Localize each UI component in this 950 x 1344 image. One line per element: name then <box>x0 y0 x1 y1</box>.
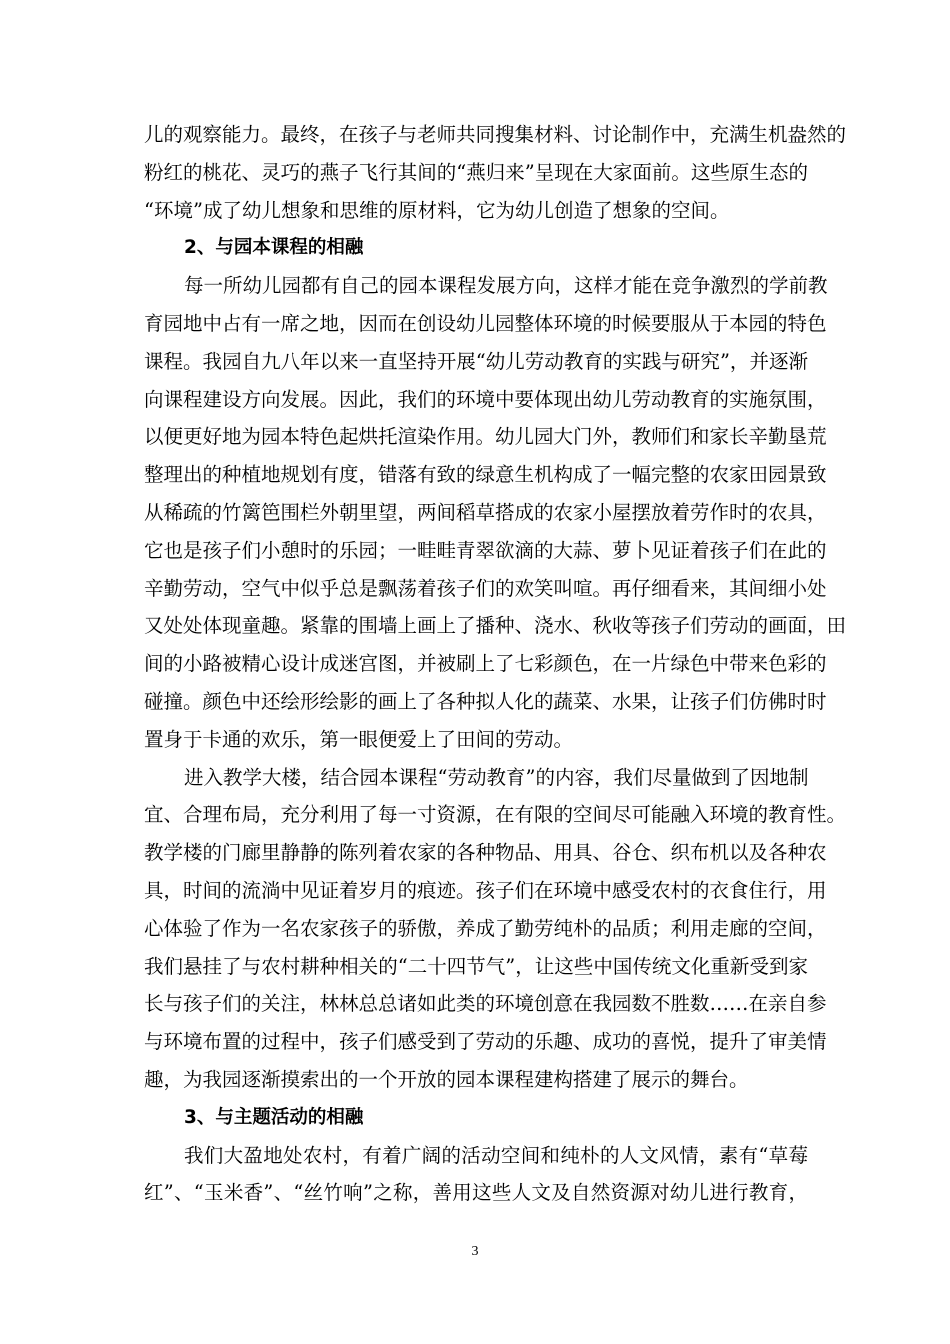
text-line: 碰撞。颜色中还绘形绘影的画上了各种拟人化的蔬菜、水果，让孩子们仿佛时时 <box>144 689 827 713</box>
text-line: 心体验了作为一名农家孩子的骄傲，养成了勤劳纯朴的品质；利用走廊的空间， <box>144 916 827 940</box>
text-line: 又处处体现童趣。紧靠的围墙上画上了播种、浇水、秋收等孩子们劳动的画面，田 <box>144 614 847 638</box>
paragraph-2 <box>144 267 847 758</box>
text-line: 进入教学大楼，结合园本课程“劳动教育”的内容，我们尽量做到了因地制 <box>184 765 809 789</box>
text-line: 从稀疏的竹篱笆围栏外朝里望，两间稻草搭成的农家小屋摆放着劳作时的农具， <box>144 500 827 524</box>
text-line: 它也是孩子们小憩时的乐园；一畦畦青翠欲滴的大蒜、萝卜见证着孩子们在此的 <box>144 538 827 562</box>
text-line: 粉红的桃花、灵巧的燕子飞行其间的“燕归来”呈现在大家面前。这些原生态的 <box>144 160 808 184</box>
text-line: 长与孩子们的关注，林林总总诸如此类的环境创意在我园数不胜数……在亲自参 <box>144 992 827 1016</box>
section-heading-2: 2、与园本课程的相融 <box>184 237 364 259</box>
text-line: “环境”成了幼儿想象和思维的原材料，它为幼儿创造了想象的空间。 <box>144 198 730 222</box>
section-heading-3: 3、与主题活动的相融 <box>184 1106 364 1128</box>
paragraph-4 <box>144 1137 808 1213</box>
text-line: 与环境布置的过程中，孩子们感受到了劳动的乐趣、成功的喜悦，提升了审美情 <box>144 1030 827 1054</box>
text-line: 每一所幼儿园都有自己的园本课程发展方向，这样才能在竞争激烈的学前教 <box>184 274 828 298</box>
text-line: 辛勤劳动，空气中似乎总是飘荡着孩子们的欢笑叫喧。再仔细看来，其间细小处 <box>144 576 827 600</box>
text-line: 红”、“玉米香”、“丝竹响”之称，善用这些人文及自然资源对幼儿进行教育， <box>144 1181 808 1205</box>
text-line: 具，时间的流淌中见证着岁月的痕迹。孩子们在环境中感受农村的衣食住行，用 <box>144 878 827 902</box>
text-line: 整理出的种植地规划有度，错落有致的绿意生机构成了一幅完整的农家田园景致 <box>144 463 827 487</box>
text-line: 宜、合理布局，充分利用了每一寸资源，在有限的空间尽可能融入环境的教育性。 <box>144 803 847 827</box>
text-line: 以便更好地为园本特色起烘托渲染作用。幼儿园大门外，教师们和家长辛勤垦荒 <box>144 425 827 449</box>
document-page <box>144 116 847 1212</box>
text-line: 趣，为我园逐渐摸索出的一个开放的园本课程建构搭建了展示的舞台。 <box>144 1067 749 1091</box>
text-line: 育园地中占有一席之地，因而在创设幼儿园整体环境的时候要服从于本园的特色 <box>144 311 827 335</box>
text-line: 间的小路被精心设计成迷宫图，并被刷上了七彩颜色，在一片绿色中带来色彩的 <box>144 652 827 676</box>
text-line: 向课程建设方向发展。因此，我们的环境中要体现出幼儿劳动教育的实施氛围， <box>144 387 827 411</box>
paragraph-1 <box>144 116 847 229</box>
text-line: 置身于卡通的欢乐，第一眼便爱上了田间的劳动。 <box>144 727 574 751</box>
text-line: 教学楼的门廊里静静的陈列着农家的各种物品、用具、谷仓、织布机以及各种农 <box>144 841 827 865</box>
text-line: 儿的观察能力。最终，在孩子与老师共同搜集材料、讨论制作中，充满生机盎然的 <box>144 123 847 146</box>
page-number: 3 <box>471 1244 479 1259</box>
text-line: 课程。我园自九八年以来一直坚持开展“幼儿劳动教育的实践与研究”，并逐渐 <box>144 349 808 373</box>
text-line: 我们悬挂了与农村耕种相关的“二十四节气”，让这些中国传统文化重新受到家 <box>144 954 808 978</box>
paragraph-3 <box>144 759 847 1099</box>
text-line: 我们大盈地处农村，有着广阔的活动空间和纯朴的人文风情，素有“草莓 <box>184 1143 808 1167</box>
